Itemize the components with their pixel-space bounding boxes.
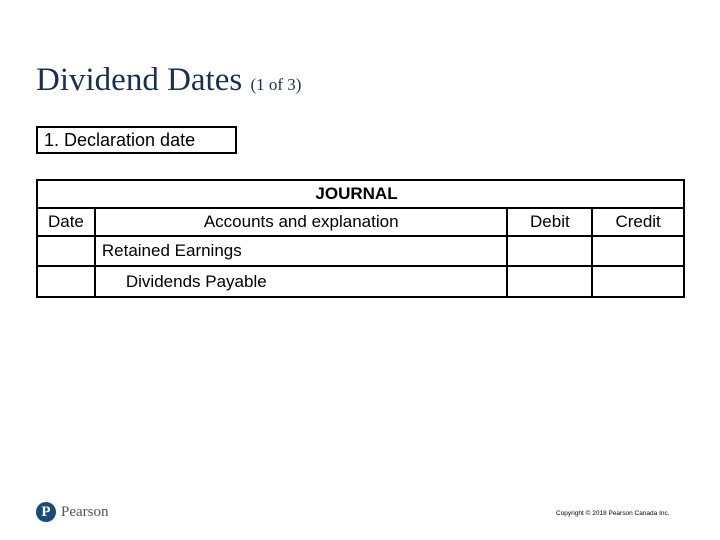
slide-title [36,62,301,99]
row-account: Retained Earnings [95,236,508,266]
row-debit [507,266,592,297]
row-debit [507,236,592,266]
header-debit: Debit [507,208,592,236]
slide-title-sub: (1 of 3) [250,75,302,94]
journal-title [37,180,684,208]
header-credit: Credit [592,208,684,236]
journal-header-row [37,208,684,236]
step-label: 1. Declaration date [36,126,237,154]
copyright-notice: Copyright © 2018 Pearson Canada Inc. [556,510,670,517]
header-date: Date [37,208,95,236]
journal-table [36,179,685,298]
journal-title-text: JOURNAL [315,184,398,203]
row-credit [592,236,684,266]
pearson-logo-text: Pearson [61,503,109,520]
header-accounts: Accounts and explanation [95,208,508,236]
row-date [37,236,95,266]
table-row [37,266,684,297]
row-account: Dividends Payable [95,266,508,297]
pearson-logo-icon: P [36,502,56,522]
row-credit [592,266,684,297]
pearson-logo [36,502,109,522]
row-date [37,266,95,297]
table-row [37,236,684,266]
slide-title-main: Dividend Dates [36,62,243,98]
